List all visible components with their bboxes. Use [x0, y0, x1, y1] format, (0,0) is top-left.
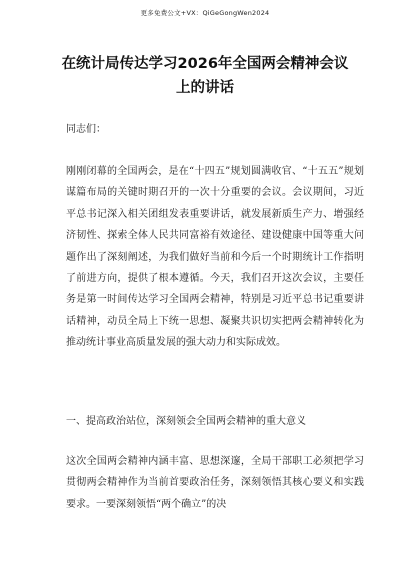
paragraph-section1: 这次全国两会精神内涵丰富、思想深邃，全局干部职工必须把学习贯彻两会精神作为当前首要政治任务，深刻领悟其核心要义和实践要求。一要深刻领悟“两个确立”的决: [66, 456, 364, 510]
document-title: 在统计局传达学习2026年全国两会精神会议上的讲话: [61, 56, 349, 96]
salutation: 同志们：: [66, 124, 106, 135]
header-note: 更多免费公文+VX：QiGeGongWen2024: [140, 9, 270, 17]
section-heading: 一、提高政治站位，深刻领会全国两会精神的重大意义: [66, 416, 306, 427]
paragraph-intro: 刚刚闭幕的全国两会，是在“十四五”规划圆满收官、“十五五”规划谋篇布局的关键时期召开的一次十分重要的会议。会议期间，习近平总书记深入相关团组发表重要讲话，就发展新质生产力、增强经济韧性、探索全体人民共同富裕有效途径、建设健康中国等重大问题作出了深刻阐述，为我们做好当前和今后一个时期统计工作指明了前进方向，提供了根本遵循。今天，我们召开这次会议，主要任务是第一时间传达学习全国两会精神，特别是习近平总书记重要讲话精神，动员全局上下统一思想、凝聚共识切实把两会精神转化为推动统计事业高质量发展的强大动力和实际成效。: [66, 166, 364, 349]
